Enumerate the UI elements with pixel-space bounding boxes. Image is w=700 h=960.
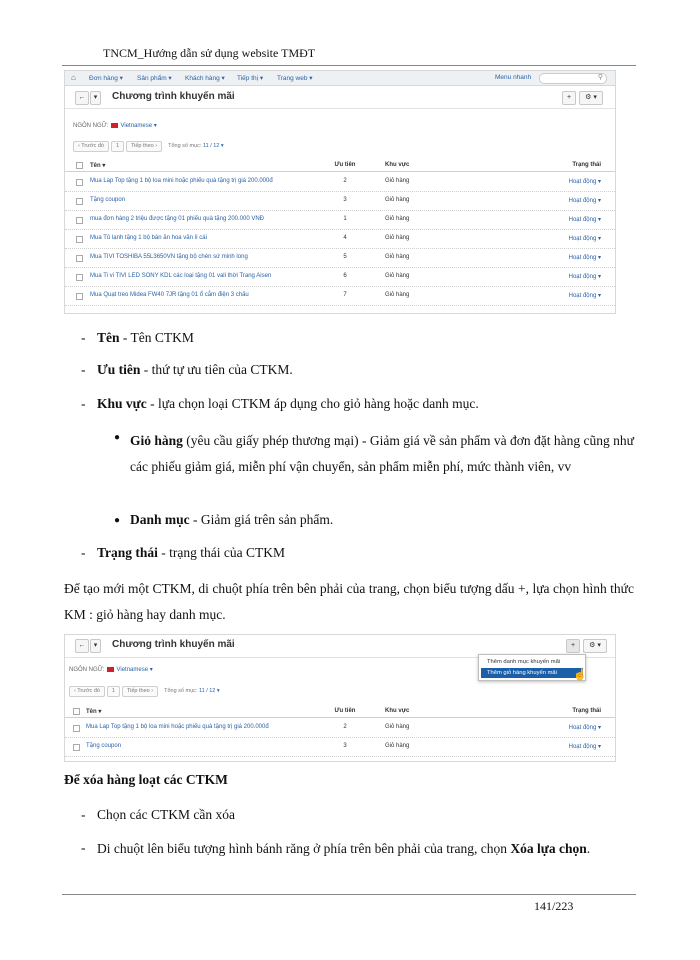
row-status-dropdown[interactable]: Hoạt động ▾ xyxy=(568,198,601,204)
delete-instruction: Di chuột lên biểu tượng hình bánh răng ở phía trên bên phải của trang, chọn xyxy=(97,841,511,856)
term-area: Khu vực xyxy=(97,396,147,411)
term-cart: Giỏ hàng xyxy=(130,433,183,448)
col-priority: Ưu tiên xyxy=(334,708,356,714)
row-checkbox[interactable] xyxy=(76,236,83,243)
total-items-label: Tổng số mục: xyxy=(168,143,202,149)
row-checkbox[interactable] xyxy=(76,274,83,281)
row-area: Giỏ hàng xyxy=(385,235,410,241)
row-checkbox[interactable] xyxy=(76,217,83,224)
page-titlebar xyxy=(65,86,615,109)
list-item xyxy=(97,329,194,347)
row-status-dropdown[interactable]: Hoạt động ▾ xyxy=(568,293,601,299)
table-row[interactable] xyxy=(65,172,615,192)
next-page-button[interactable]: Tiếp theo › xyxy=(122,686,158,697)
screenshot-add-menu xyxy=(64,634,616,762)
row-status-dropdown[interactable]: Hoạt động ▾ xyxy=(568,255,601,261)
row-area: Giỏ hàng xyxy=(385,292,410,298)
language-selector xyxy=(69,666,153,673)
row-name-link[interactable]: Mua Quạt treo Midea FW40 7JR tặng 01 ổ cắm điện 3 chấu xyxy=(90,292,249,298)
row-priority: 6 xyxy=(343,273,347,279)
table-row[interactable] xyxy=(65,718,615,738)
language-value[interactable]: Vietnamese ▾ xyxy=(116,667,153,673)
row-status-dropdown[interactable]: Hoạt động ▾ xyxy=(568,274,601,280)
row-area: Giỏ hàng xyxy=(385,178,410,184)
row-name-link[interactable]: Tặng coupon xyxy=(86,743,122,749)
language-label: NGÔN NGỮ: xyxy=(73,123,109,129)
row-area: Giỏ hàng xyxy=(385,724,410,730)
row-priority: 2 xyxy=(343,178,347,184)
row-name-link[interactable]: mua đơn hàng 2 triệu được tặng 01 phiếu quà tặng 200.000 VNĐ xyxy=(90,216,265,222)
language-label: NGÔN NGỮ: xyxy=(69,667,105,673)
col-area: Khu vực xyxy=(385,162,410,168)
row-checkbox[interactable] xyxy=(76,179,83,186)
back-arrow-icon[interactable]: ← xyxy=(75,91,89,105)
dash-bullet: - xyxy=(81,545,86,560)
back-arrow-icon[interactable]: ← xyxy=(75,639,89,653)
current-page[interactable]: 1 xyxy=(107,686,120,697)
row-name-link[interactable]: Mua Lap Top tặng 1 bộ loa mini hoặc phiếu quà tặng trị giá 200.000đ xyxy=(90,178,273,184)
pagination xyxy=(69,686,220,696)
desc-name: - Tên CTKM xyxy=(119,330,194,345)
mouse-pointer-icon: ☝ xyxy=(573,669,587,681)
add-plus-icon[interactable]: + xyxy=(566,639,580,653)
row-checkbox[interactable] xyxy=(76,293,83,300)
row-priority: 1 xyxy=(343,216,347,222)
chevron-down-icon[interactable]: ▾ xyxy=(90,639,101,653)
gear-icon[interactable]: ⚙ ▾ xyxy=(583,639,607,653)
row-checkbox[interactable] xyxy=(73,744,80,751)
row-priority: 4 xyxy=(343,235,347,241)
desc-cart: (yêu cầu giấy phép thương mại) - Giảm giá về sản phẩm và đơn đặt hàng cũng như các phiếu giảm giá, miễn phí vận chuyển, sản phẩm miễn phí, mức thành viên, vv xyxy=(130,433,634,474)
nav-marketing[interactable]: Tiếp thị ▾ xyxy=(237,75,264,82)
section-heading: Để xóa hàng loạt các CTKM xyxy=(64,772,228,787)
total-items-label: Tổng số mục: xyxy=(164,688,198,694)
col-status: Trạng thái xyxy=(572,162,601,168)
desc-status: - trạng thái của CTKM xyxy=(157,545,285,560)
desc-area: - lựa chọn loại CTKM áp dụng cho giỏ hàng hoặc danh mục. xyxy=(146,396,479,411)
add-plus-icon[interactable]: + xyxy=(562,91,576,105)
desc-priority: - thứ tự ưu tiên của CTKM. xyxy=(140,362,293,377)
dash-bullet: - xyxy=(81,362,86,377)
table-row[interactable] xyxy=(65,191,615,211)
list-item xyxy=(97,395,479,413)
list-item xyxy=(97,836,634,862)
search-icon: ⚲ xyxy=(597,74,603,81)
total-items-value[interactable]: 11 / 12 ▾ xyxy=(198,688,220,694)
row-checkbox[interactable] xyxy=(73,725,80,732)
table-header xyxy=(65,705,615,718)
search-input[interactable] xyxy=(539,73,607,84)
desc-category: - Giảm giá trên sản phẩm. xyxy=(189,512,334,527)
prev-page-button[interactable]: ‹ Trước đó xyxy=(69,686,105,697)
admin-nav-bar xyxy=(65,71,615,86)
total-items-value[interactable]: 11 / 12 ▾ xyxy=(202,143,224,149)
row-name-link[interactable]: Mua Lap Top tặng 1 bộ loa mini hoặc phiếu quà tặng trị giá 200.000đ xyxy=(86,724,269,730)
paragraph-create: Để tạo mới một CTKM, di chuột phía trên bên phải của trang, chọn biểu tượng dấu +, lựa chọn hình thức KM : giỏ hàng hay danh mục. xyxy=(64,581,634,622)
col-priority: Ưu tiên xyxy=(334,162,356,168)
gear-icon[interactable]: ⚙ ▾ xyxy=(579,91,603,105)
footer-rule xyxy=(62,894,636,895)
row-area: Giỏ hàng xyxy=(385,743,410,749)
row-name-link[interactable]: Mua Ti vi TIVI LED SONY KDL các loại tặng 01 vali thời Trang Aisen xyxy=(90,273,272,279)
round-bullet: ● xyxy=(114,432,121,443)
pagination xyxy=(73,141,224,151)
select-all-checkbox[interactable] xyxy=(73,708,80,715)
row-status-dropdown[interactable]: Hoạt động ▾ xyxy=(568,744,601,750)
col-area: Khu vực xyxy=(385,708,410,714)
row-status-dropdown[interactable]: Hoạt động ▾ xyxy=(568,217,601,223)
col-status: Trạng thái xyxy=(572,708,601,714)
row-area: Giỏ hàng xyxy=(385,254,410,260)
prev-page-button[interactable]: ‹ Trước đó xyxy=(73,141,109,152)
language-value[interactable]: Vietnamese ▾ xyxy=(120,123,157,129)
add-dropdown-menu xyxy=(478,654,586,681)
next-page-button[interactable]: Tiếp theo › xyxy=(126,141,162,152)
row-name-link[interactable]: Mua Tủ lạnh tặng 1 bộ bàn ăn hoa văn lì cái xyxy=(90,235,207,241)
quick-menu-link[interactable]: Menu nhanh xyxy=(495,74,532,81)
row-status-dropdown[interactable]: Hoạt động ▾ xyxy=(568,725,601,731)
list-item xyxy=(130,428,634,480)
term-name: Tên xyxy=(97,330,120,345)
nav-products[interactable]: Sản phẩm ▾ xyxy=(137,75,172,82)
list-item xyxy=(97,544,285,562)
table-header xyxy=(65,159,615,172)
list-item: Chọn các CTKM cần xóa xyxy=(97,807,235,822)
row-status-dropdown[interactable]: Hoạt động ▾ xyxy=(568,236,601,242)
menu-item-add-category-promo[interactable]: Thêm danh mục khuyến mãi xyxy=(487,659,561,665)
table-row[interactable] xyxy=(65,229,615,249)
round-bullet: ● xyxy=(114,515,121,526)
nav-website[interactable]: Trang web ▾ xyxy=(277,75,313,82)
row-status-dropdown[interactable]: Hoạt động ▾ xyxy=(568,179,601,185)
delete-selection-term: Xóa lựa chọn xyxy=(510,841,587,856)
page-number: 141/223 xyxy=(534,899,574,913)
row-priority: 3 xyxy=(343,743,347,749)
table-row[interactable] xyxy=(65,210,615,230)
row-checkbox[interactable] xyxy=(76,255,83,262)
row-area: Giỏ hàng xyxy=(385,273,410,279)
term-priority: Ưu tiên xyxy=(97,362,141,377)
row-name-link[interactable]: Mua TIVI TOSHIBA 55L3650VN tặng bộ chén sứ minh long xyxy=(90,254,248,260)
header-rule xyxy=(62,65,636,66)
row-priority: 2 xyxy=(343,724,347,730)
language-selector xyxy=(73,122,157,129)
flag-vn-icon xyxy=(111,123,118,128)
row-area: Giỏ hàng xyxy=(385,216,410,222)
screenshot-promotion-list xyxy=(64,70,616,314)
list-item xyxy=(130,511,333,529)
table-row[interactable] xyxy=(65,267,615,287)
nav-orders[interactable]: Đơn hàng ▾ xyxy=(89,75,123,82)
row-name-link[interactable]: Tặng coupon xyxy=(90,197,126,203)
row-priority: 7 xyxy=(343,292,347,298)
select-all-checkbox[interactable] xyxy=(76,162,83,169)
list-item xyxy=(97,361,293,379)
dash-bullet: - xyxy=(81,396,86,411)
page-title: Chương trình khuyến mãi xyxy=(112,91,235,102)
home-icon[interactable]: ⌂ xyxy=(71,73,76,82)
page-title: Chương trình khuyến mãi xyxy=(112,639,235,650)
row-checkbox[interactable] xyxy=(76,198,83,205)
row-area: Giỏ hàng xyxy=(385,197,410,203)
menu-item-add-cart-promo[interactable]: Thêm giỏ hàng khuyến mãi xyxy=(481,668,583,678)
chevron-down-icon[interactable]: ▾ xyxy=(90,91,101,105)
table-row[interactable] xyxy=(65,248,615,268)
row-priority: 5 xyxy=(343,254,347,260)
nav-customers[interactable]: Khách hàng ▾ xyxy=(185,75,225,82)
col-name[interactable]: Tên ▾ xyxy=(90,163,106,169)
dash-bullet: - xyxy=(81,840,86,855)
col-name[interactable]: Tên ▾ xyxy=(86,709,102,715)
document-header: TNCM_Hướng dẫn sử dụng website TMĐT xyxy=(103,46,316,60)
term-category: Danh mục xyxy=(130,512,190,527)
dash-bullet: - xyxy=(81,330,86,345)
term-status: Trạng thái xyxy=(97,545,158,560)
dash-bullet: - xyxy=(81,807,86,822)
delete-period: . xyxy=(586,841,591,856)
current-page[interactable]: 1 xyxy=(111,141,124,152)
row-priority: 3 xyxy=(343,197,347,203)
table-row[interactable] xyxy=(65,737,615,757)
flag-vn-icon xyxy=(107,667,114,672)
table-row[interactable] xyxy=(65,286,615,306)
